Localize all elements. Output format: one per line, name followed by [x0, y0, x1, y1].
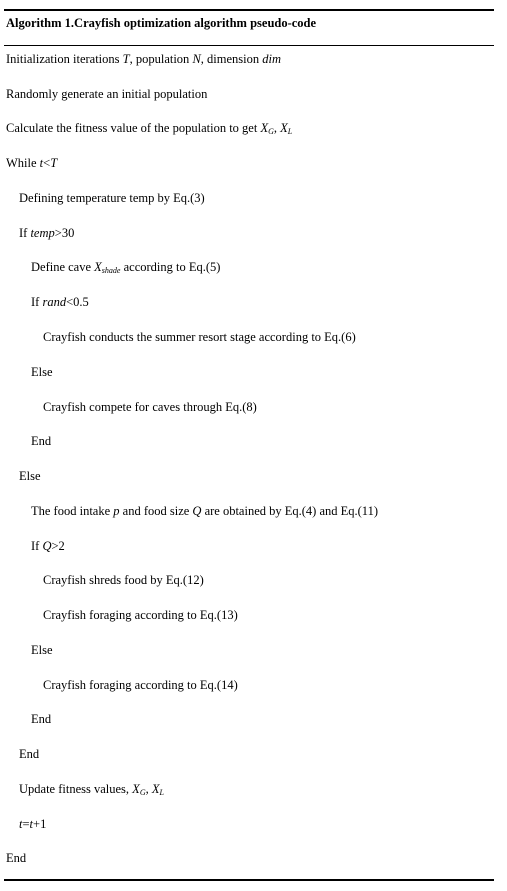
pseudo-line-foraging-14: Crayfish foraging according to Eq.(14) — [43, 678, 238, 692]
pseudo-line-shreds-food: Crayfish shreds food by Eq.(12) — [43, 573, 204, 587]
pseudo-line-else: Else — [19, 469, 41, 483]
pseudo-line-if-q: If Q>2 — [31, 539, 65, 553]
pseudo-line-while: While t<T — [6, 156, 58, 170]
pseudo-line-temperature: Defining temperature temp by Eq.(3) — [19, 191, 205, 205]
pseudo-line-end: End — [31, 712, 52, 726]
pseudo-line-increment: t=t+1 — [19, 817, 47, 831]
algorithm-title: Algorithm 1.Crayfish optimization algorithm pseudo-code — [6, 16, 317, 30]
pseudo-line-end: End — [19, 747, 40, 761]
pseudo-line-end: End — [31, 434, 52, 448]
pseudo-line-summer-resort: Crayfish conducts the summer resort stage according to Eq.(6) — [43, 330, 356, 344]
top-rule — [4, 9, 494, 11]
pseudo-line-fitness: Calculate the fitness value of the population to get $X_G$, $X_L$ — [6, 121, 293, 136]
pseudo-line-food-intake: The food intake p and food size Q are obtained by Eq.(4) and Eq.(11) — [31, 504, 379, 518]
pseudo-line-else: Else — [31, 643, 53, 657]
pseudo-line-if-temp: If temp>30 — [19, 226, 75, 240]
pseudo-line-init: Initialization iterations T, population N, dimension dim — [6, 52, 281, 66]
pseudo-line-define-cave: Define cave $X_{shade}$ according to Eq.(5) — [31, 260, 221, 275]
pseudo-line-if-rand: If rand<0.5 — [31, 295, 89, 309]
bottom-rule — [4, 879, 494, 881]
pseudo-line-foraging-13: Crayfish foraging according to Eq.(13) — [43, 608, 238, 622]
pseudo-line-update-fitness: Update fitness values, $X_G$, $X_L$ — [19, 782, 164, 797]
pseudo-line-else: Else — [31, 365, 53, 379]
pseudo-line-end: End — [6, 851, 27, 865]
header-rule — [4, 45, 494, 46]
pseudo-line-compete: Crayfish compete for caves through Eq.(8) — [43, 400, 257, 414]
pseudo-line-generate: Randomly generate an initial population — [6, 87, 208, 101]
